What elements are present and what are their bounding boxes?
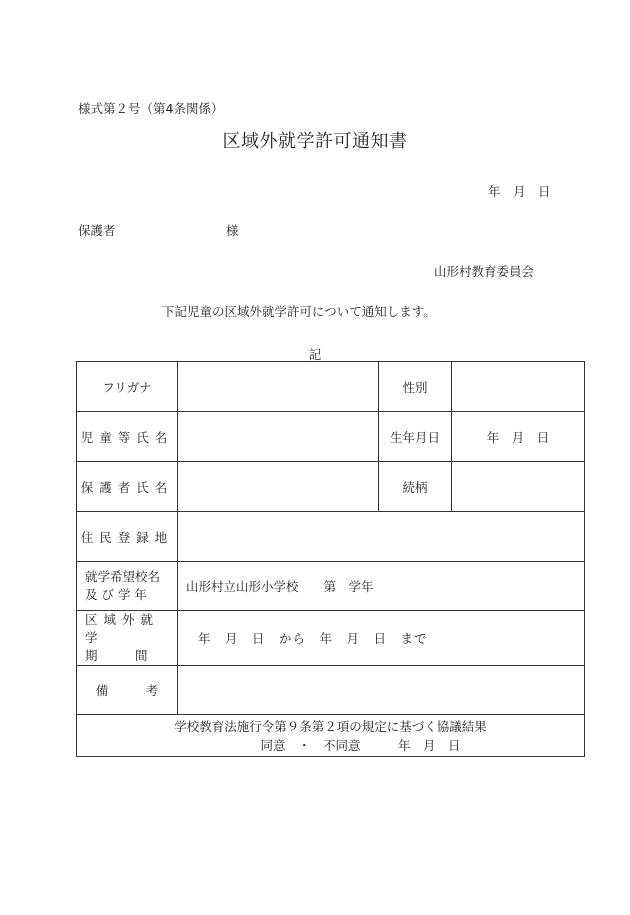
consultation-result: [77, 715, 585, 757]
period-label-line2: 期 間: [85, 648, 148, 663]
permit-form-table: [76, 361, 585, 757]
guardian-name-field[interactable]: [178, 462, 379, 512]
honorific: 様: [226, 223, 239, 238]
ki-heading: 記: [308, 347, 322, 362]
furigana-label: フリガナ: [77, 362, 178, 412]
child-name-label: 児童等氏名: [77, 412, 178, 462]
row-remarks: [77, 666, 585, 715]
row-furigana: [77, 362, 585, 412]
gender-label: 性別: [379, 362, 452, 412]
relationship-field[interactable]: [452, 462, 585, 512]
issue-date: 年 月 日: [488, 184, 551, 199]
row-school: [77, 562, 585, 611]
document-title: 区域外就学許可通知書: [222, 131, 408, 152]
school-label-line2: 及 び 学 年: [85, 587, 147, 602]
addressee-label: 保護者: [78, 223, 116, 238]
furigana-field[interactable]: [178, 362, 379, 412]
relationship-label: 続柄: [379, 462, 452, 512]
remarks-label: 備 考: [77, 666, 178, 715]
row-consultation: [77, 715, 585, 757]
school-field[interactable]: 山形村立山形小学校 第 学年: [178, 562, 585, 611]
row-address: [77, 512, 585, 562]
form-number-label: 様式第２号（第4条関係）: [78, 101, 224, 116]
row-child-name: [77, 412, 585, 462]
birthdate-label: 生年月日: [379, 412, 452, 462]
consultation-basis: 学校教育法施行令第９条第２項の規定に基づく協議結果: [174, 718, 487, 734]
birthdate-field[interactable]: 年 月 日: [452, 412, 585, 462]
remarks-field[interactable]: [178, 666, 585, 715]
period-label: [77, 611, 178, 666]
school-label: [77, 562, 178, 611]
school-label-line1: 就学希望校名: [85, 569, 161, 584]
gender-field[interactable]: [452, 362, 585, 412]
row-period: [77, 611, 585, 666]
child-name-field[interactable]: [178, 412, 379, 462]
notice-text: 下記児童の区域外就学許可について通知します。: [162, 304, 436, 319]
address-field[interactable]: [178, 512, 585, 562]
period-field[interactable]: 年 月 日 から 年 月 日 まで: [178, 611, 585, 666]
row-guardian-name: [77, 462, 585, 512]
guardian-name-label: 保護者氏名: [77, 462, 178, 512]
consultation-choice[interactable]: 同意 ・ 不同意 年 月 日: [260, 737, 461, 753]
address-label: 住民登録地: [77, 512, 178, 562]
period-label-line1: 区域外就学: [85, 612, 160, 645]
issuer-name: 山形村教育委員会: [434, 264, 535, 279]
